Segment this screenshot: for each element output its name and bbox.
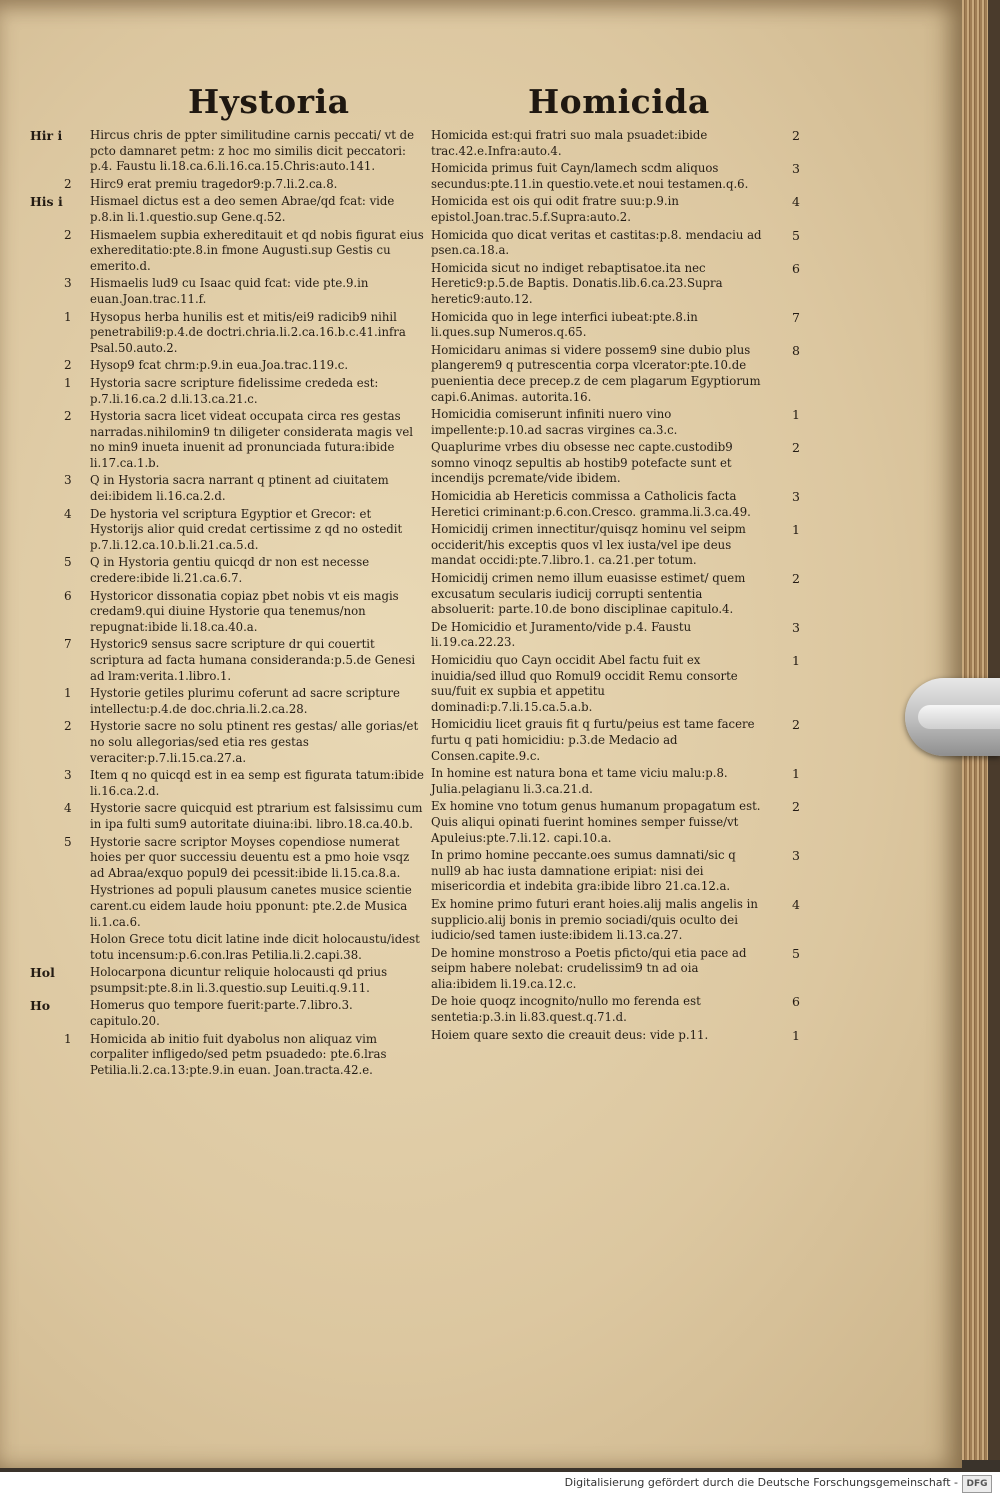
entry-number: 1: [792, 1027, 800, 1043]
entry-text: Hystorie getiles plurimu coferunt ad sacre scripture intellectu:p.4.de doc.chria.li.2.ca.28.: [90, 686, 400, 716]
section-marker: Ho: [30, 998, 51, 1014]
entry-number: 2: [64, 409, 72, 424]
entry-text: In homine est natura bona et tame viciu malu:p.8. Julia.pelagianu li.3.ca.21.d.: [431, 766, 728, 796]
entry-text: Hystoria sacre scripture fidelissime crededa est: p.7.li.16.ca.2 d.li.13.ca.21.c.: [90, 375, 379, 406]
index-entry: [425, 343, 800, 405]
index-entry: [30, 965, 425, 996]
index-entry: [30, 801, 425, 832]
entry-number: 8: [792, 342, 800, 358]
index-entry: [425, 717, 800, 764]
entry-number: 2: [792, 717, 800, 733]
index-entry: [425, 228, 800, 259]
entry-text: Quaplurime vrbes diu obsesse nec capte.custodib9 somno vinoqz sepultis ab hostib9 potefacte sunt et incendijs pcremate/vide ibidem.: [431, 440, 733, 486]
entry-number: 2: [792, 440, 800, 456]
entry-text: Homicidiu quo Cayn occidit Abel factu fuit ex inuidia/sed illud quo Romul9 occidit Remu consorte suu/fuit ex supbia et appetitu dominadi:p.7.li.15.ca.5.a.b.: [431, 653, 738, 714]
entry-text: Homicida sicut no indiget rebaptisatoe.ita nec Heretic9:p.5.de Baptis. Donatis.lib.6.ca.23.Supra heretic9:auto.12.: [431, 260, 723, 306]
entry-text: Homicidiu licet grauis fit q furtu/peius est tame facere furtu q pati homicidiu: p.3.de Medacio ad Consen.capite.9.c.: [431, 717, 755, 763]
entry-text: De hoie quoqz incognito/nullo mo ferenda est sentetia:p.3.in li.83.quest.q.71.d.: [431, 994, 701, 1025]
entry-number: 2: [792, 571, 800, 587]
entry-number: 3: [792, 161, 800, 177]
index-entry: [425, 994, 800, 1025]
index-entry: [425, 620, 800, 651]
index-entry: [30, 276, 425, 307]
entry-text: Hismael dictus est a deo semen Abrae/qd fcat: vide p.8.in li.1.questio.sup Gene.q.52.: [90, 194, 395, 224]
entry-text: De hystoria vel scriptura Egyptior et Grecor: et Hystorijs alior quid credat certissime z qd no ostedit p.7.li.12.ca.10.b.li.21.ca.5.d.: [90, 506, 403, 552]
entry-text: Hystorie sacre quicquid est ptrarium est falsissimu cum in ipa fulti sum9 autoritate diuina:ibi. libro.18.ca.40.b.: [90, 801, 423, 831]
entry-text: De homine monstroso a Poetis pficto/qui etia pace ad seipm habere nolebat: crudelissim9 tn ad oia alia:ibidem li.19.ca.12.c.: [431, 945, 747, 991]
entry-number: 2: [64, 227, 72, 242]
entry-text: Homicidij crimen nemo illum euasisse estimet/ quem excusatum secularis iudicij corrupti sententia absoluerit: parte.10.de bono disciplinae capitulo.4.: [431, 571, 746, 617]
entry-text: Hysop9 fcat chrm:p.9.in eua.Joa.trac.119.c.: [90, 358, 349, 373]
entry-number: 5: [792, 945, 800, 961]
entry-number: 1: [64, 309, 72, 324]
index-entry: [30, 637, 425, 684]
entry-text: Homicida quo dicat veritas et castitas:p.8. mendaciu ad psen.ca.18.a.: [431, 227, 762, 258]
entry-number: 1: [792, 407, 800, 423]
index-entry: [30, 768, 425, 799]
entry-number: 6: [792, 994, 800, 1010]
index-entry: [30, 376, 425, 407]
entry-number: 3: [792, 489, 800, 505]
entry-number: 4: [792, 896, 800, 912]
entry-number: 5: [792, 227, 800, 243]
entry-number: 1: [64, 686, 72, 701]
entry-number: 3: [64, 276, 72, 291]
index-entry: [30, 932, 425, 963]
entry-number: 5: [64, 555, 72, 570]
funding-notice: Digitalisierung gefördert durch die Deutsche Forschungsgemeinschaft -: [564, 1476, 958, 1489]
index-entry: [30, 228, 425, 275]
index-entry: [30, 686, 425, 717]
index-entry: [30, 358, 425, 374]
entry-text: Homicidij crimen innectitur/quisqz hominu vel seipm occiderit/his exceptis quos vl lex iusta/vel ipe deus mandat occidi:pte.7.libro.1. ca.21.per totum.: [431, 522, 746, 568]
section-marker: His i: [30, 194, 63, 210]
index-entry: [30, 128, 425, 175]
heading-right: Homicida: [528, 82, 710, 121]
entry-text: Ex homine vno totum genus humanum propagatum est. Quis aliqui opinati fuerint homines semper fuisse/vt Apuleius:pte.7.li.12. capi.10.a.: [431, 799, 761, 845]
entry-number: 3: [792, 848, 800, 864]
entry-text: Hystoricor dissonatia copiaz pbet nobis vt eis magis credam9.qui diuine Hystorie qua tenemus/non repugnat:ibide li.18.ca.40.a.: [90, 588, 399, 634]
entry-number: 3: [64, 473, 72, 488]
section-marker: Hol: [30, 965, 55, 981]
index-entry: [425, 261, 800, 308]
index-entry: [30, 998, 425, 1029]
index-entry: [30, 883, 425, 930]
section-marker: Hir i: [30, 128, 63, 143]
entry-number: 2: [64, 719, 72, 734]
entry-text: Hismaelem supbia exhereditauit et qd nobis figurat eius exhereditatio:pte.8.in fmone Augusti.sup Gestis cu emerito.d.: [90, 227, 424, 273]
index-entry: [425, 799, 800, 846]
entry-text: Hirc9 erat premiu tragedor9:p.7.li.2.ca.8.: [90, 176, 338, 191]
entry-text: Hircus chris de ppter similitudine carnis peccati/ vt de pcto damnaret petm: z hoc mo similis dicit peccatori: p.4. Faustu li.18.ca.6.li.16.ca.15.Chris:auto.141.: [90, 128, 415, 174]
index-entry: [425, 522, 800, 569]
index-entry: [425, 897, 800, 944]
entry-text: Hismaelis lud9 cu Isaac quid fcat: vide pte.9.in euan.Joan.trac.11.f.: [90, 276, 369, 306]
entry-text: Homicida quo in lege interfici iubeat:pte.8.in li.ques.sup Numeros.q.65.: [431, 309, 698, 340]
entry-number: 1: [792, 653, 800, 668]
entry-text: Holocarpona dicuntur reliquie holocausti qd prius psumpsit:pte.8.in li.3.questio.sup Leuiti.q.9.11.: [90, 965, 388, 995]
entry-text: Item q no quicqd est in ea semp est figurata tatum:ibide li.16.ca.2.d.: [90, 768, 424, 798]
index-entry: [425, 653, 800, 715]
entry-text: De Homicidio et Juramento/vide p.4. Faustu li.19.ca.22.23.: [431, 619, 692, 650]
index-entry: [425, 489, 800, 520]
entry-text: Hoiem quare sexto die creauit deus: vide p.11.: [431, 1027, 709, 1042]
index-entry: [30, 177, 425, 193]
index-entry: [30, 589, 425, 636]
index-entry: [425, 407, 800, 438]
index-entry: [425, 194, 800, 225]
index-entry: [30, 507, 425, 554]
entry-number: 3: [64, 768, 72, 783]
entry-text: In primo homine peccante.oes sumus damnati/sic q null9 ab hac iusta damnatione eripiat: nisi dei misericordia et indebita gra:ibide libro 21.ca.12.a.: [431, 848, 736, 894]
index-entry: [30, 1032, 425, 1079]
index-entry: [30, 555, 425, 586]
entry-number: 2: [792, 799, 800, 815]
entry-text: Homicida primus fuit Cayn/lamech scdm aliquos secundus:pte.11.in questio.vete.et noui testamen.q.6.: [431, 161, 749, 191]
entry-text: Homicidaru animas si videre possem9 sine dubio plus plangerem9 q putrescentia corpa vlcerator:pte.10.de puenientia dece precep.z de cem plagarum Egyptiorum capi.6.Animas. autorita.16.: [431, 342, 761, 404]
index-entry: [425, 766, 800, 797]
entry-text: Homicida est ois qui odit fratre suu:p.9.in epistol.Joan.trac.5.f.Supra:auto.2.: [431, 194, 679, 224]
entry-number: 4: [64, 801, 72, 816]
entry-text: Holon Grece totu dicit latine inde dicit holocaustu/idest totu incensum:p.6.con.lras Petilia.li.2.capi.38.: [90, 932, 420, 962]
index-entry: [425, 440, 800, 487]
entry-text: Ex homine primo futuri erant hoies.alij malis angelis in supplicio.alij bonis in premio sociadi/quis oculto dei iudicio/sed tamen iuste:ibidem li.13.ca.27.: [431, 896, 758, 943]
entry-number: 4: [64, 506, 72, 521]
entry-text: Homicida est:qui fratri suo mala psuadet:ibide trac.42.e.Infra:auto.4.: [431, 128, 708, 158]
entry-text: Q in Hystoria gentiu quicqd dr non est necesse credere:ibide li.21.ca.6.7.: [90, 555, 370, 586]
entry-text: Hystoric9 sensus sacre scripture dr qui couertit scriptura ad facta humana consideranda:p.5.de Genesi ad lram:verita.1.libro.1.: [90, 637, 416, 683]
index-entry: [30, 719, 425, 766]
index-entry: [425, 1028, 800, 1044]
entry-text: Hystoria sacra licet videat occupata circa res gestas narradas.nihilomin9 tn diligeter considerata magis vel no min9 inueta inuenit ad pronunciada futura:ibide li.17.ca.1.b.: [90, 409, 413, 470]
entry-number: 5: [64, 834, 72, 849]
entry-text: Hystorie sacre no solu ptinent res gestas/ alle gorias/et no solu allegorias/sed etia res gestas veraciter:p.7.li.15.ca.27.a.: [90, 719, 419, 765]
entry-number: 4: [792, 194, 800, 210]
entry-number: 1: [64, 375, 72, 390]
entry-number: 2: [64, 358, 72, 373]
entry-text: Homerus quo tempore fuerit:parte.7.libro.3. capitulo.20.: [90, 998, 353, 1029]
entry-number: 1: [792, 522, 800, 538]
left-column: [30, 128, 425, 1080]
entry-text: Hystorie sacre scriptor Moyses copendiose numerat hoies per quor successiu deuentu est a pmo hoie vsqz ad Abraa/exquo popul9 dei pcessit:ibide li.15.ca.8.a.: [90, 834, 410, 880]
entry-number: 2: [792, 128, 800, 143]
index-entry: [425, 161, 800, 192]
entry-number: 1: [792, 766, 800, 782]
entry-text: Homicidia comiserunt infiniti nuero vino impellente:p.10.ad sacras virgines ca.3.c.: [431, 407, 678, 437]
entry-text: Hysopus herba hunilis est et mitis/ei9 radicib9 nihil penetrabili9:p.4.de doctri.chria.li.2.ca.16.b.c.41.infra Psal.50.auto.2.: [90, 309, 406, 355]
entry-number: 2: [64, 176, 72, 191]
entry-text: Homicida ab initio fuit dyabolus non aliquaz vim corpaliter infligedo/sed petm psuadedo: pte.6.lras Petilia.li.2.ca.13:pte.9.in euan. Joan.tracta.42.e.: [90, 1031, 387, 1077]
entry-number: 3: [792, 619, 800, 635]
dfg-logo: DFG: [962, 1475, 992, 1493]
index-entry: [425, 946, 800, 993]
index-entry: [30, 310, 425, 357]
entry-number: 7: [792, 309, 800, 325]
entry-number: 6: [64, 588, 72, 603]
entry-text: Q in Hystoria sacra narrant q ptinent ad ciuitatem dei:ibidem li.16.ca.2.d.: [90, 473, 389, 504]
index-entry: [425, 128, 800, 159]
footer-bar: [0, 1472, 1000, 1495]
entry-number: 1: [64, 1031, 72, 1046]
right-column: [425, 128, 800, 1045]
index-entry: [30, 473, 425, 504]
page-clip-highlight: [918, 705, 1000, 729]
entry-text: Hystriones ad populi plausum canetes musice scientie carent.cu eidem laude hoiu pponunt: pte.2.de Musica li.1.ca.6.: [90, 883, 412, 929]
index-entry: [425, 310, 800, 341]
index-entry: [425, 571, 800, 618]
heading-left: Hystoria: [188, 82, 350, 121]
entry-text: Homicidia ab Hereticis commissa a Catholicis facta Heretici criminant:p.6.con.Cresco. gramma.li.3.ca.49.: [431, 489, 751, 519]
index-entry: [425, 848, 800, 895]
index-entry: [30, 194, 425, 225]
entry-number: 7: [64, 637, 72, 652]
index-entry: [30, 409, 425, 471]
index-entry: [30, 835, 425, 882]
entry-number: 6: [792, 260, 800, 276]
